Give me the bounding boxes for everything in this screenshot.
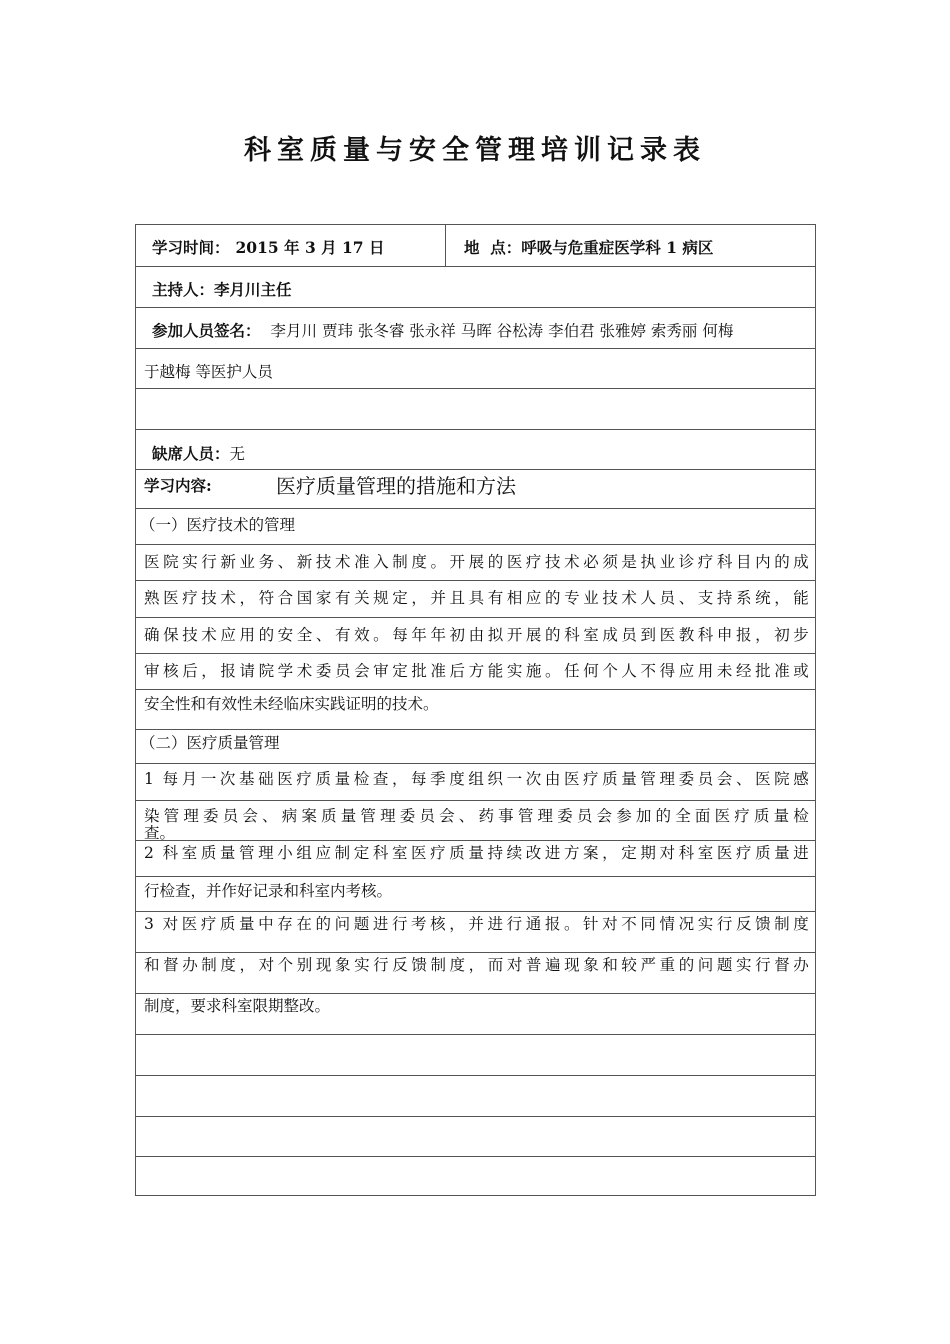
attendees-label: 参加人员签名： [152, 321, 261, 340]
section2-line: 1 每月一次基础医疗质量检查，每季度组织一次由医疗质量管理委员会、医院感 [144, 770, 809, 788]
row-time-place [136, 225, 815, 266]
row-attendees [136, 307, 815, 348]
row-s2-line5 [136, 911, 815, 952]
study-time-label: 学习时间： [152, 238, 230, 257]
section2-heading: （二）医疗质量管理 [140, 734, 280, 752]
row-s2-line1 [136, 763, 815, 800]
row-s1-line5 [136, 689, 815, 729]
row-section2-heading [136, 729, 815, 763]
document-title: 科室质量与安全管理培训记录表 [244, 135, 706, 166]
row-empty [136, 1075, 815, 1116]
study-time-value: 2015 年 3 月 17 日 [235, 238, 385, 257]
attendees-line2: 于越梅 等医护人员 [144, 363, 273, 381]
section2-line: 制度，要求科室限期整改。 [144, 997, 331, 1015]
section1-line: 安全性和有效性未经临床实践证明的技术。 [144, 695, 439, 713]
section1-line: 熟医疗技术，符合国家有关规定，并且具有相应的专业技术人员、支持系统，能 [144, 589, 809, 607]
row-section1-heading [136, 508, 815, 544]
absent-label: 缺席人员： [152, 444, 230, 463]
row-s2-line4 [136, 876, 815, 911]
host [152, 278, 809, 300]
row-s1-line1 [136, 544, 815, 580]
section2-line: 行检查，并作好记录和科室内考核。 [144, 882, 393, 900]
section2-line: 查。 [144, 824, 176, 842]
row-s2-line2 [136, 800, 815, 840]
training-record-form [135, 224, 816, 1196]
section2-line: 和督办制度，对个别现象实行反馈制度，而对普遍现象和较严重的问题实行督办 [144, 956, 809, 974]
row-s2-line7 [136, 993, 815, 1034]
absent [152, 442, 809, 464]
row-s2-line6 [136, 952, 815, 993]
section1-line: 确保技术应用的安全、有效。每年年初由拟开展的科室成员到医教科申报，初步 [144, 626, 809, 644]
row-empty [136, 1156, 815, 1196]
place-cell [445, 225, 714, 266]
section2-line: 2 科室质量管理小组应制定科室医疗质量持续改进方案，定期对科室医疗质量进 [144, 844, 809, 862]
row-s1-line4 [136, 653, 815, 689]
row-s1-line2 [136, 580, 815, 617]
row-s2-line3 [136, 840, 815, 876]
attendees-line1: 李月川 贾玮 张冬睿 张永祥 马晖 谷松涛 李伯君 张雅婷 索秀丽 何梅 [270, 322, 734, 340]
attendees [152, 319, 809, 341]
host-value: 李月川主任 [214, 280, 292, 299]
row-host [136, 266, 815, 307]
section2-line: 染管理委员会、病案质量管理委员会、药事管理委员会参加的全面医疗质量检 [144, 807, 809, 825]
row-content [136, 469, 815, 508]
place-label: 地 点： [464, 238, 522, 257]
section1-heading: （一）医疗技术的管理 [140, 516, 296, 534]
section1-line: 医院实行新业务、新技术准入制度。开展的医疗技术必须是执业诊疗科目内的成 [144, 553, 809, 571]
section2-line: 3 对医疗质量中存在的问题进行考核，并进行通报。针对不同情况实行反馈制度 [144, 915, 809, 933]
row-empty [136, 388, 815, 429]
content-topic: 医疗质量管理的措施和方法 [276, 474, 516, 498]
row-s1-line3 [136, 617, 815, 653]
absent-value: 无 [229, 445, 246, 463]
host-label: 主持人： [152, 280, 215, 299]
section1-line: 审核后，报请院学术委员会审定批准后方能实施。任何个人不得应用未经批准或 [144, 662, 809, 680]
row-attendees-cont [136, 348, 815, 388]
place-value: 呼吸与危重症医学科 1 病区 [521, 238, 714, 257]
row-empty [136, 1116, 815, 1156]
row-absent [136, 429, 815, 469]
row-empty [136, 1034, 815, 1075]
content-label: 学习内容: [144, 476, 212, 495]
